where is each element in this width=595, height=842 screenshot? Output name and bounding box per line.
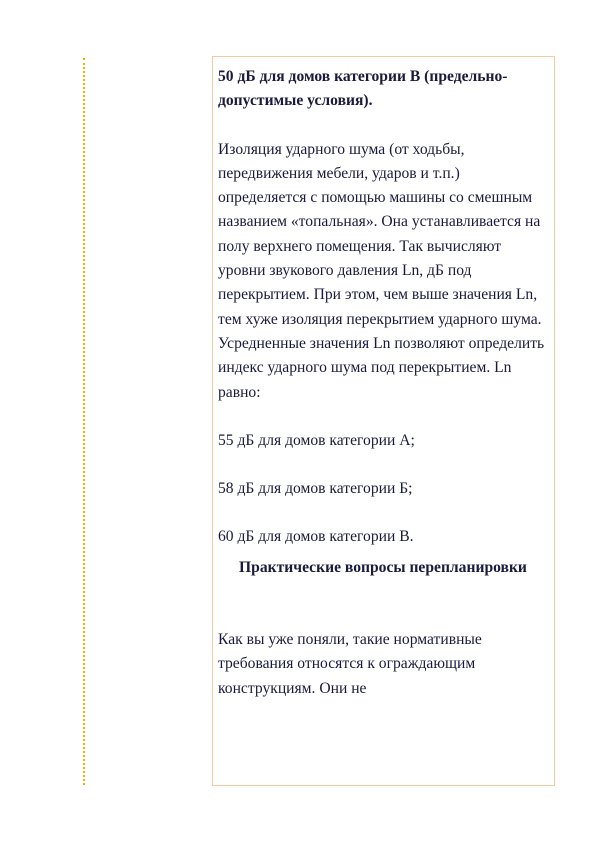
value-category-b: 58 дБ для домов категории Б; xyxy=(218,480,413,498)
section-title: Практические вопросы перепланировки xyxy=(239,558,527,576)
text-frame xyxy=(212,56,555,786)
spacer xyxy=(218,580,548,628)
spacer xyxy=(218,114,548,138)
closing-paragraph: Как вы уже поняли, такие нормативные требования относятся к ограждающим конструкциям. Они не xyxy=(218,631,482,697)
category-v-limit-text: 50 дБ для домов категории В (предельно-допустимые условия). xyxy=(218,68,508,110)
spacer xyxy=(218,405,548,429)
spacer xyxy=(218,501,548,525)
value-category-a: 55 дБ для домов категории А; xyxy=(218,431,415,449)
spacer xyxy=(218,453,548,477)
impact-noise-paragraph: Изоляция ударного шума (от ходьбы, передвижения мебели, ударов и т.п.) определяется с помощью машины со смешным названием «топальная». Она устанавливается на полу верхнего помещения. Так вычисляют уровни звукового давления Ln, дБ под перекрытием. При этом, чем выше значения Ln, тем хуже изоляция перекрытием ударного шума. Усредненные значения Ln позволяют определить индекс ударного шума под перекрытием. Ln равно: xyxy=(218,140,545,401)
left-margin-dotted-rule xyxy=(83,58,85,785)
value-category-v: 60 дБ для домов категории В. xyxy=(218,528,414,546)
